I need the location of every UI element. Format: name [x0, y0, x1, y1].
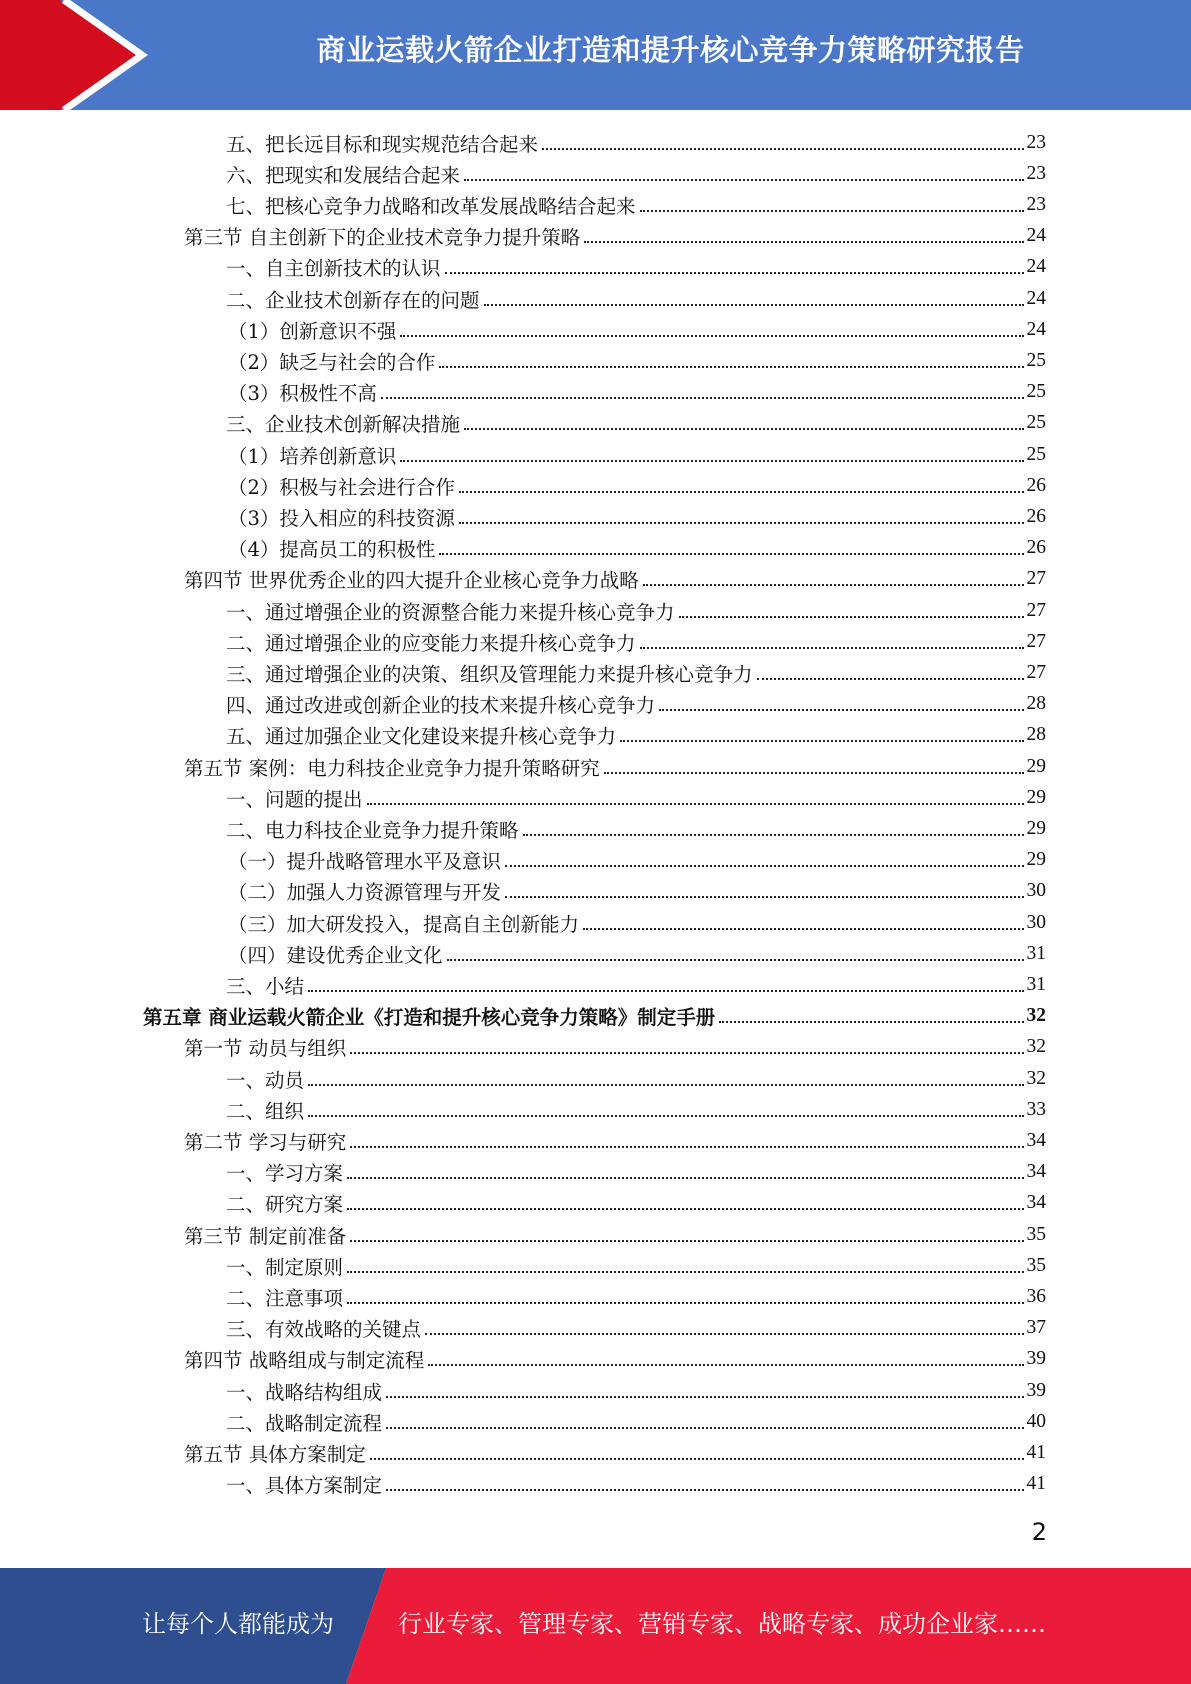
toc-entry-title: （4）提高员工的积极性 — [228, 538, 436, 562]
toc-entry-title: 二、企业技术创新存在的问题 — [226, 288, 480, 312]
toc-entry[interactable] — [184, 1219, 1046, 1250]
toc-entry-page: 31 — [1026, 942, 1046, 964]
toc-entry-title: 第四节 战略组成与制定流程 — [184, 1349, 425, 1373]
toc-entry[interactable] — [226, 158, 1046, 189]
toc-entry-title: 第四节 世界优秀企业的四大提升企业核心竞争力战略 — [184, 569, 639, 593]
toc-entry-page: 29 — [1026, 755, 1046, 777]
toc-entry-page: 29 — [1026, 849, 1046, 871]
toc-entry-title: （三）加大研发投入，提高自主创新能力 — [228, 912, 580, 936]
toc-leader-dots — [464, 428, 1023, 430]
toc-entry-title: 二、研究方案 — [226, 1193, 344, 1217]
toc-leader-dots — [370, 1458, 1024, 1460]
toc-entry[interactable] — [228, 533, 1046, 564]
toc-leader-dots — [386, 1489, 1023, 1491]
toc-entry-page: 23 — [1026, 131, 1046, 153]
toc-entry-page: 27 — [1026, 630, 1046, 652]
toc-entry-title: 一、制定原则 — [226, 1255, 344, 1279]
toc-leader-dots — [640, 210, 1024, 212]
toc-entry-title: （2）积极与社会进行合作 — [228, 475, 455, 499]
toc-entry[interactable] — [228, 314, 1046, 345]
toc-entry[interactable] — [226, 1157, 1046, 1188]
toc-entry[interactable] — [228, 501, 1046, 532]
toc-entry[interactable] — [226, 720, 1046, 751]
toc-entry-page: 26 — [1026, 474, 1046, 496]
toc-entry-title: 第一节 动员与组织 — [184, 1037, 347, 1061]
toc-entry-title: 一、通过增强企业的资源整合能力来提升核心竞争力 — [226, 600, 675, 624]
toc-entry-title: 三、通过增强企业的决策、组织及管理能力来提升核心竞争力 — [226, 662, 753, 686]
toc-entry-title: 三、企业技术创新解决措施 — [226, 413, 461, 437]
toc-entry-page: 31 — [1026, 973, 1046, 995]
toc-entry[interactable] — [228, 345, 1046, 376]
toc-entry-title: 二、通过增强企业的应变能力来提升核心竞争力 — [226, 631, 636, 655]
toc-entry-page: 40 — [1026, 1410, 1046, 1432]
toc-entry[interactable] — [226, 1250, 1046, 1281]
toc-entry-title: （3）积极性不高 — [228, 382, 377, 406]
toc-entry[interactable] — [226, 1469, 1046, 1500]
toc-entry-page: 34 — [1026, 1192, 1046, 1214]
toc-entry-page: 41 — [1026, 1441, 1046, 1463]
toc-entry-title: 第五节 具体方案制定 — [184, 1442, 366, 1466]
toc-entry-page: 24 — [1026, 287, 1046, 309]
toc-entry[interactable] — [226, 252, 1046, 283]
toc-entry[interactable] — [228, 470, 1046, 501]
toc-entry-title: 第五章 商业运载火箭企业《打造和提升核心竞争力策略》制定手册 — [143, 1006, 716, 1030]
toc-leader-dots — [350, 1240, 1023, 1242]
toc-entry-page: 29 — [1026, 786, 1046, 808]
toc-entry[interactable] — [226, 283, 1046, 314]
chevron-arrow-icon — [0, 0, 160, 110]
toc-entry[interactable] — [228, 845, 1046, 876]
toc-entry-page: 32 — [1026, 1067, 1046, 1089]
toc-entry[interactable] — [184, 1344, 1046, 1375]
toc-entry-title: 五、通过加强企业文化建设来提升核心竞争力 — [226, 725, 617, 749]
toc-entry[interactable] — [226, 626, 1046, 657]
toc-entry-title: 一、自主创新技术的认识 — [226, 257, 441, 281]
toc-leader-dots — [308, 1084, 1023, 1086]
footer-slogan-left: 让每个人都能成为 — [142, 1610, 334, 1638]
toc-entry-page: 24 — [1026, 225, 1046, 247]
toc-entry-page: 34 — [1026, 1161, 1046, 1183]
toc-entry-title: （3）投入相应的科技资源 — [228, 506, 455, 530]
toc-entry[interactable] — [226, 189, 1046, 220]
toc-leader-dots — [381, 397, 1024, 399]
toc-entry-page: 36 — [1026, 1285, 1046, 1307]
toc-entry-page: 25 — [1026, 412, 1046, 434]
toc-entry[interactable] — [226, 1281, 1046, 1312]
toc-entry-page: 26 — [1026, 537, 1046, 559]
toc-entry[interactable] — [184, 221, 1046, 252]
toc-entry-page: 30 — [1026, 911, 1046, 933]
toc-leader-dots — [428, 1364, 1023, 1366]
toc-entry[interactable] — [184, 1125, 1046, 1156]
toc-leader-dots — [459, 522, 1024, 524]
toc-leader-dots — [505, 896, 1023, 898]
toc-entry[interactable] — [228, 377, 1046, 408]
toc-entry-title: 第三节 制定前准备 — [184, 1224, 347, 1248]
toc-entry-page: 28 — [1026, 724, 1046, 746]
toc-leader-dots — [583, 928, 1023, 930]
toc-entry[interactable] — [228, 439, 1046, 470]
toc-leader-dots — [347, 1271, 1023, 1273]
toc-leader-dots — [643, 584, 1024, 586]
toc-entry-page: 23 — [1026, 193, 1046, 215]
toc-leader-dots — [584, 241, 1023, 243]
toc-entry-page: 33 — [1026, 1098, 1046, 1120]
page-footer — [0, 1568, 1191, 1684]
toc-entry-title: 二、电力科技企业竞争力提升策略 — [226, 818, 519, 842]
toc-leader-dots — [386, 1427, 1023, 1429]
toc-entry[interactable] — [226, 127, 1046, 158]
toc-entry-page: 35 — [1026, 1223, 1046, 1245]
toc-leader-dots — [350, 1146, 1023, 1148]
page-number: 2 — [1031, 1518, 1047, 1546]
toc-entry[interactable] — [226, 1406, 1046, 1437]
toc-entry-title: 二、注意事项 — [226, 1286, 344, 1310]
toc-leader-dots — [757, 678, 1024, 680]
toc-leader-dots — [679, 616, 1024, 618]
toc-entry[interactable] — [226, 1063, 1046, 1094]
toc-entry-page: 39 — [1026, 1348, 1046, 1370]
toc-entry-title: 一、动员 — [226, 1068, 305, 1092]
toc-leader-dots — [464, 179, 1023, 181]
toc-entry-title: 一、学习方案 — [226, 1162, 344, 1186]
toc-entry[interactable] — [226, 1375, 1046, 1406]
toc-entry-page: 26 — [1026, 505, 1046, 527]
toc-entry-page: 27 — [1026, 568, 1046, 590]
toc-entry[interactable] — [228, 938, 1046, 969]
toc-leader-dots — [484, 304, 1024, 306]
toc-leader-dots — [347, 1302, 1023, 1304]
toc-entry-page: 37 — [1026, 1317, 1046, 1339]
toc-entry-page: 41 — [1026, 1473, 1046, 1495]
toc-entry-page: 29 — [1026, 817, 1046, 839]
toc-entry-page: 25 — [1026, 381, 1046, 403]
toc-entry-title: 三、有效战略的关键点 — [226, 1318, 422, 1342]
toc-entry[interactable] — [226, 782, 1046, 813]
toc-entry-title: 三、小结 — [226, 974, 305, 998]
toc-leader-dots — [620, 740, 1023, 742]
toc-leader-dots — [347, 1208, 1023, 1210]
toc-entry-page: 25 — [1026, 349, 1046, 371]
toc-entry-title: 一、具体方案制定 — [226, 1474, 383, 1498]
toc-entry-title: 七、把核心竞争力战略和改革发展战略结合起来 — [226, 194, 636, 218]
page-header — [0, 0, 1191, 110]
toc-leader-dots — [659, 709, 1023, 711]
toc-entry-page: 35 — [1026, 1254, 1046, 1276]
toc-leader-dots — [542, 148, 1023, 150]
footer-slogan-right: 行业专家、管理专家、营销专家、战略专家、成功企业家…… — [398, 1610, 1046, 1638]
toc-entry[interactable] — [226, 1313, 1046, 1344]
report-title: 商业运载火箭企业打造和提升核心竞争力策略研究报告 — [316, 33, 1025, 67]
toc-entry[interactable] — [226, 813, 1046, 844]
toc-entry[interactable] — [143, 1001, 1046, 1032]
toc-entry-page: 30 — [1026, 880, 1046, 902]
toc-entry-title: （一）提升战略管理水平及意识 — [228, 850, 502, 874]
toc-entry-page: 27 — [1026, 661, 1046, 683]
toc-leader-dots — [640, 647, 1024, 649]
toc-entry[interactable] — [184, 1437, 1046, 1468]
toc-leader-dots — [604, 772, 1024, 774]
toc-entry-page: 34 — [1026, 1129, 1046, 1151]
toc-leader-dots — [439, 366, 1023, 368]
toc-leader-dots — [425, 1333, 1023, 1335]
toc-entry-page: 24 — [1026, 256, 1046, 278]
toc-entry-title: 第三节 自主创新下的企业技术竞争力提升策略 — [184, 226, 581, 250]
toc-leader-dots — [439, 553, 1023, 555]
toc-leader-dots — [308, 990, 1023, 992]
toc-entry-page: 39 — [1026, 1379, 1046, 1401]
toc-entry-title: （2）缺乏与社会的合作 — [228, 350, 436, 374]
toc-entry-title: 四、通过改进或创新企业的技术来提升核心竞争力 — [226, 694, 656, 718]
toc-entry-page: 24 — [1026, 318, 1046, 340]
toc-entry[interactable] — [184, 751, 1046, 782]
toc-leader-dots — [400, 335, 1023, 337]
toc-entry-title: 六、把现实和发展结合起来 — [226, 163, 461, 187]
toc-entry-page: 28 — [1026, 693, 1046, 715]
toc-entry-title: （1）创新意识不强 — [228, 319, 397, 343]
toc-leader-dots — [719, 1021, 1023, 1023]
toc-entry-title: 五、把长远目标和现实规范结合起来 — [226, 132, 539, 156]
toc-leader-dots — [386, 1396, 1023, 1398]
toc-entry[interactable] — [226, 1094, 1046, 1125]
toc-leader-dots — [308, 1115, 1023, 1117]
toc-entry[interactable] — [184, 1032, 1046, 1063]
toc-entry[interactable] — [226, 1188, 1046, 1219]
toc-entry-title: 一、问题的提出 — [226, 787, 363, 811]
toc-entry-title: 二、战略制定流程 — [226, 1411, 383, 1435]
toc-entry-page: 23 — [1026, 162, 1046, 184]
toc-entry[interactable] — [226, 969, 1046, 1000]
toc-entry-title: （四）建设优秀企业文化 — [228, 943, 443, 967]
toc-entry-title: 第二节 学习与研究 — [184, 1130, 347, 1154]
toc-leader-dots — [445, 272, 1024, 274]
toc-entry[interactable] — [226, 595, 1046, 626]
toc-entry-page: 27 — [1026, 599, 1046, 621]
toc-entry[interactable] — [226, 657, 1046, 688]
toc-entry-title: 二、组织 — [226, 1099, 305, 1123]
toc-entry-page: 32 — [1026, 1036, 1046, 1058]
toc-entry-page: 25 — [1026, 443, 1046, 465]
toc-leader-dots — [400, 460, 1023, 462]
toc-entry-title: （1）培养创新意识 — [228, 444, 397, 468]
toc-leader-dots — [447, 959, 1024, 961]
toc-leader-dots — [505, 865, 1023, 867]
toc-leader-dots — [347, 1177, 1023, 1179]
toc-entry-title: 第五节 案例：电力科技企业竞争力提升策略研究 — [184, 756, 600, 780]
toc-leader-dots — [367, 803, 1024, 805]
toc-entry[interactable] — [184, 564, 1046, 595]
toc-entry[interactable] — [226, 408, 1046, 439]
toc-entry-page: 32 — [1026, 1005, 1046, 1027]
toc-entry[interactable] — [228, 907, 1046, 938]
toc-leader-dots — [350, 1052, 1023, 1054]
toc-entry-title: （二）加强人力资源管理与开发 — [228, 881, 502, 905]
toc-leader-dots — [459, 491, 1024, 493]
toc-entry[interactable] — [226, 689, 1046, 720]
toc-leader-dots — [523, 834, 1024, 836]
toc-entry[interactable] — [228, 876, 1046, 907]
toc-entry-title: 一、战略结构组成 — [226, 1380, 383, 1404]
